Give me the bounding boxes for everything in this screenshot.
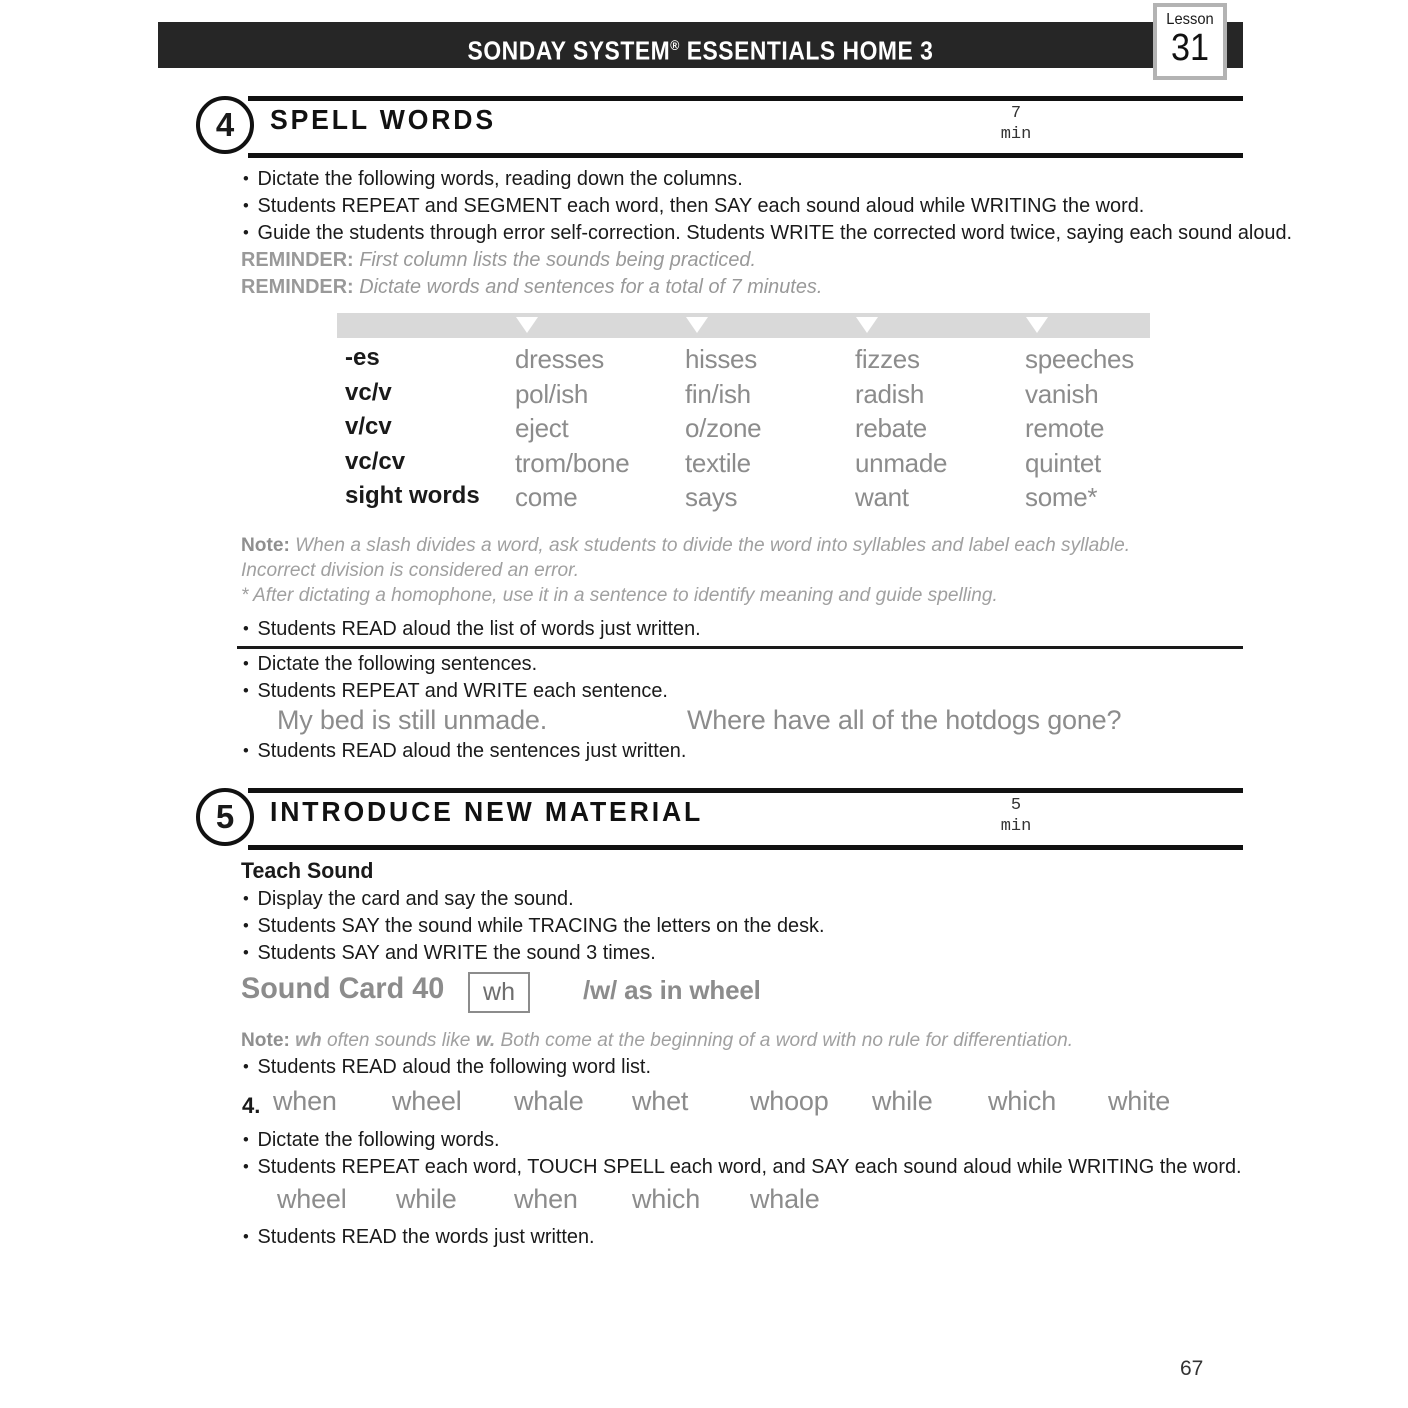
note-bold-wh: wh: [295, 1029, 322, 1051]
note-end-text: Both come at the beginning of a word with no rule for differentiation.: [495, 1029, 1074, 1051]
table-cell-sound: -es: [345, 344, 380, 371]
table-row: [345, 379, 1165, 414]
word-list-number: 4.: [242, 1093, 261, 1118]
section-title-introduce-new-material: INTRODUCE NEW MATERIAL: [270, 796, 704, 827]
list-item: • Students SAY and WRITE the sound 3 times.: [241, 939, 825, 966]
list-item: • Students REPEAT and WRITE each sentence.: [241, 677, 668, 704]
table-cell-word: vanish: [1025, 378, 1099, 409]
wh-sound-note: [241, 1028, 1201, 1053]
lesson-badge-label: Lesson: [1166, 11, 1214, 28]
table-cell-word: o/zone: [685, 413, 762, 443]
section-duration-value-4: 7: [1010, 104, 1022, 123]
section-header-introduce-new-material: [196, 788, 1243, 850]
section-rule-top: [248, 96, 1243, 101]
table-cell-word: says: [685, 482, 738, 512]
table-cell-word: eject: [515, 413, 569, 443]
table-row: [345, 344, 1165, 379]
list-item: • Students READ aloud the following word list.: [241, 1053, 651, 1080]
column-marker-triangle-icon: [516, 317, 538, 333]
word-list-item: whoop: [750, 1086, 829, 1116]
read-sentences-instruction: [241, 737, 700, 764]
column-marker-triangle-icon: [1026, 317, 1048, 333]
table-row: [345, 413, 1165, 448]
reminder-text: Dictate words and sentences for a total of 7 minutes.: [359, 275, 823, 298]
read-words-instruction: [241, 615, 715, 642]
dictate-word-item: whale: [750, 1184, 820, 1214]
note-mid-text: often sounds like: [321, 1029, 476, 1051]
column-marker-triangle-icon: [686, 317, 708, 333]
sound-card-label: Sound Card 40: [241, 972, 445, 1005]
section-rule-bottom: [248, 153, 1243, 158]
section-duration-unit-5: min: [1000, 817, 1032, 837]
list-item: • Dictate the following words.: [241, 1126, 1242, 1153]
section-title-spell-words: SPELL WORDS: [270, 104, 496, 135]
dictate-word-item: while: [396, 1184, 457, 1214]
word-table: [345, 344, 1165, 517]
word-list-item: while: [872, 1086, 933, 1116]
note-text: When a slash divides a word, ask students to divide the word into syllables and label each syllable. Incorrect division is considered an error.: [241, 534, 1131, 581]
table-cell-word: remote: [1025, 413, 1105, 443]
reminder-line-2: [241, 273, 1292, 300]
teach-sound-heading: Teach Sound: [241, 858, 374, 883]
lesson-badge-number: 31: [1170, 27, 1210, 69]
list-item: • Dictate the following words, reading down the columns.: [241, 165, 1292, 192]
list-item: • Display the card and say the sound.: [241, 885, 825, 912]
word-list-item: wheel: [392, 1086, 462, 1116]
reminder-line-1: [241, 246, 1292, 273]
table-cell-word: pol/ish: [515, 378, 589, 409]
dictation-sentence-2: Where have all of the hotdogs gone?: [687, 705, 1122, 735]
page-title-main: SONDAY SYSTEM: [467, 35, 671, 66]
word-table-header-bar: [337, 313, 1150, 338]
section-duration-4: [966, 103, 1066, 146]
section-number-badge-4: 4: [196, 96, 254, 154]
section-number-badge-5: 5: [196, 788, 254, 846]
table-cell-word: quintet: [1025, 447, 1101, 478]
page-title-rest: ESSENTIALS HOME 3: [679, 35, 934, 66]
table-cell-sound: v/cv: [345, 413, 392, 440]
table-cell-sound: vc/cv: [345, 447, 406, 475]
sound-card-description: /w/ as in wheel: [583, 975, 761, 1005]
table-cell-word: unmade: [855, 447, 948, 478]
dictate-word-item: which: [632, 1184, 701, 1214]
table-cell-word: dresses: [515, 344, 604, 374]
word-list-item: white: [1108, 1086, 1171, 1116]
section-duration-unit-4: min: [1000, 125, 1032, 145]
registered-mark-icon: ®: [670, 37, 680, 53]
list-item: • Students READ aloud the list of words just written.: [241, 615, 701, 642]
table-cell-word: some*: [1025, 482, 1098, 512]
dictate-word-item: wheel: [277, 1184, 347, 1214]
sound-card-letters-box: wh: [468, 972, 530, 1013]
list-item: • Students REPEAT each word, TOUCH SPELL each word, and SAY each sound aloud while WRITING the word.: [241, 1153, 1242, 1180]
word-list-item: whet: [632, 1086, 689, 1116]
dictate-word-item: when: [514, 1184, 578, 1214]
page-title: [223, 22, 1178, 74]
list-item: • Students SAY the sound while TRACING the letters on the desk.: [241, 912, 825, 939]
reminder-text: First column lists the sounds being practiced.: [359, 248, 757, 271]
table-cell-word: hisses: [685, 344, 757, 374]
table-cell-word: textile: [685, 447, 751, 478]
word-list-item: whale: [514, 1086, 584, 1116]
section-duration-5: [966, 795, 1066, 838]
read-written-instruction: [241, 1223, 606, 1250]
section-rule-top: [248, 788, 1243, 793]
word-list-item: which: [988, 1086, 1057, 1116]
table-cell-word: speeches: [1025, 344, 1134, 374]
list-item: • Guide the students through error self-correction. Students WRITE the corrected word twice, saying each sound aloud.: [241, 219, 1292, 246]
note-label: Note:: [241, 534, 290, 556]
section-rule-bottom: [248, 845, 1243, 850]
dictation-sentence-1: My bed is still unmade.: [277, 705, 548, 735]
column-marker-triangle-icon: [856, 317, 878, 333]
word-list-item: when: [273, 1086, 337, 1116]
divider-rule: [237, 646, 1243, 649]
section-duration-value-5: 5: [1010, 796, 1022, 815]
homophone-footnote: [241, 583, 1182, 608]
page-number: 67: [1180, 1357, 1204, 1380]
table-cell-word: fizzes: [855, 344, 920, 374]
table-cell-word: radish: [855, 378, 925, 409]
sentence-instructions: [241, 650, 681, 704]
note-label: Note:: [241, 1029, 290, 1051]
dictate-words-instructions: [241, 1126, 1273, 1180]
note-bold-w: w.: [475, 1029, 496, 1051]
table-cell-sound: sight words: [345, 482, 480, 509]
table-cell-word: trom/bone: [515, 447, 630, 478]
table-row: [345, 448, 1165, 483]
list-item: • Students REPEAT and SEGMENT each word, then SAY each sound aloud while WRITING the word.: [241, 192, 1292, 219]
page-header-banner: [158, 22, 1243, 68]
table-row: [345, 482, 1165, 517]
spell-words-instructions: [241, 165, 1325, 300]
list-item: • Students READ aloud the sentences just written.: [241, 737, 686, 764]
read-word-list-instruction: [241, 1053, 664, 1080]
table-cell-word: rebate: [855, 413, 927, 443]
table-cell-word: come: [515, 482, 578, 512]
reminder-label: REMINDER:: [241, 248, 354, 271]
slash-division-note: [241, 533, 1182, 583]
list-item: • Students READ the words just written.: [241, 1223, 595, 1250]
section-header-spell-words: [196, 96, 1243, 158]
teach-sound-instructions: [241, 885, 843, 966]
table-cell-word: fin/ish: [685, 378, 751, 409]
lesson-badge: [1153, 3, 1227, 80]
table-cell-word: want: [855, 482, 909, 512]
list-item: • Dictate the following sentences.: [241, 650, 668, 677]
reminder-label: REMINDER:: [241, 275, 354, 298]
table-cell-sound: vc/v: [345, 378, 392, 406]
footnote-text: * After dictating a homophone, use it in a sentence to identify meaning and guide spelling.: [241, 584, 998, 606]
